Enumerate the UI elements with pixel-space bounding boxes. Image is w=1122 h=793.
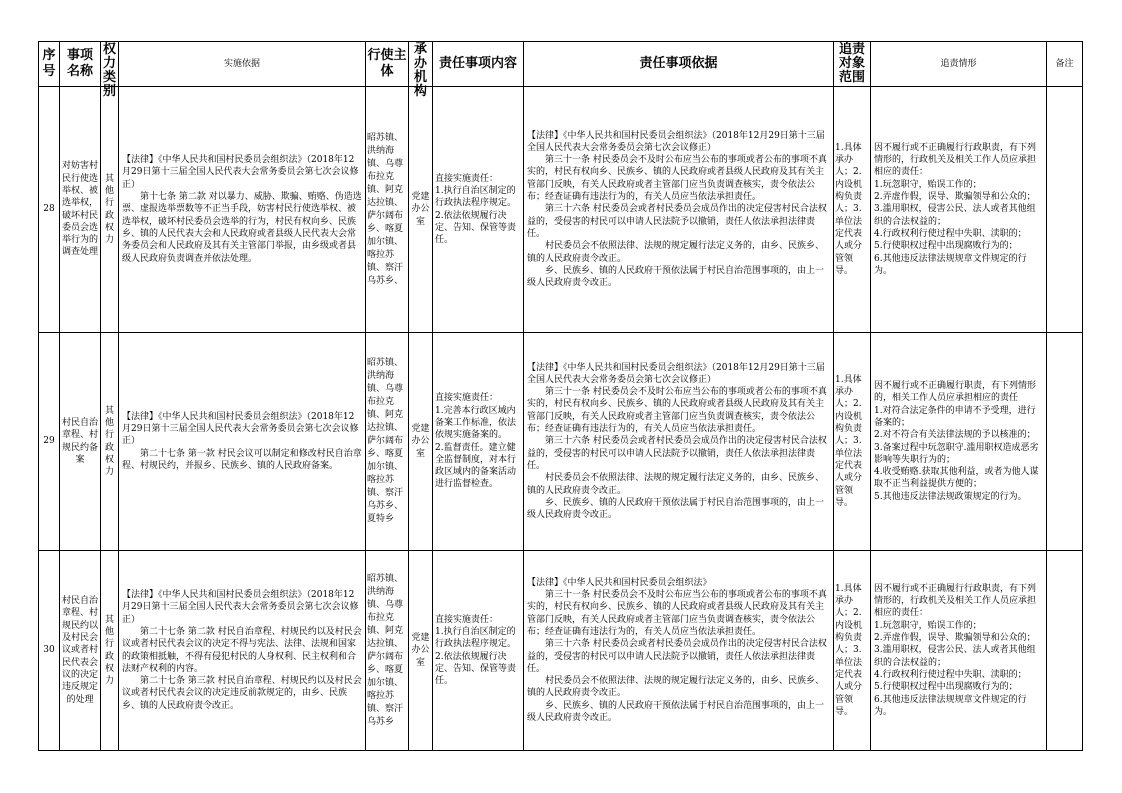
basis-paragraph: 【法律】《中华人民共和国村民委员会组织法》（2018年12月29日第十三届全国人民代表大会常务委员会第七次会议修正）	[122, 155, 359, 190]
situation-paragraph: 1.玩忽职守，贻误工作的；	[874, 179, 982, 190]
basis-paragraph: 【法律】《中华人民共和国村民委员会组织法》（2018年12月29日第十三届全国人民代表大会常务委员会第七次会议修正）	[122, 590, 359, 625]
resp_basis-paragraph: 第三十六条 村民委员会或者村民委员会成员作出的决定侵害村民合法权益的，受侵害的村民可以申请人民法院予以撤销，责任人依法承担法律责任。	[527, 436, 827, 471]
situation-paragraph: 2.对不符合有关法律法规的予以核准的；	[874, 430, 1036, 441]
resp_basis-paragraph: 第三十一条 村民委员会不及时公布应当公布的事项或者公布的事项不真实的，村民有权向乡、民族乡、镇的人民政府或者县级人民政府及其有关主管部门反映，有关人民政府或者主管部门应当负责调查核实，责令依法公布；经查证确有违法行为的，有关人员应当依法承担责任。	[527, 387, 827, 435]
remark-cell	[1047, 551, 1083, 751]
resp_basis-paragraph: 乡、民族乡、镇的人民政府干预依法属于村民自治范围事项的，由上一级人民政府责令改正。	[527, 497, 825, 521]
resp_basis-paragraph: 村民委员会不依照法律、法规的规定履行法定义务的，由乡、民族乡、镇的人民政府责令改正。	[527, 241, 825, 264]
basis-paragraph: 第十七条 第二款 对以暴力、威胁、欺骗、贿赂、伪造选票、虚报选举票数等不正当手段，妨害村民行使选举权、被选举权，破坏村民委员会选举的行为，村民有权向乡、民族乡、镇的人民代表大会和人民政府或者县级人民代表大会常务委员会和人民政府及其有关主管部门举报，由乡级或者县级人民政府负责调查并依法处理。	[122, 192, 362, 264]
situation-cell	[871, 333, 1047, 551]
table-row	[39, 87, 1083, 333]
header-content: 责任事项内容	[433, 42, 524, 87]
situation-paragraph: 因不履行或不正确履行行政职责，有下列情形的，行政机关及相关工作人员应承担相应的责任：	[874, 583, 1037, 619]
header-row	[39, 42, 1083, 87]
resp_basis-paragraph: 【法律】《中华人民共和国村民委员会组织法》（2018年12月29日第十三届全国人民代表大会常务委员会第七次会议修正）	[527, 362, 825, 385]
content-paragraph: 直接实施责任：	[435, 393, 499, 404]
resp_basis-paragraph: 第三十六条 村民委员会或者村民委员会成员作出的决定侵害村民合法权益的，受侵害的村民可以申请人民法院予以撤销，责任人依法承担法律责任。	[527, 204, 827, 239]
situation-paragraph: 6.其他违反法律法规规章文件规定的行为。	[874, 253, 1027, 276]
content-paragraph: 直接实施责任：	[435, 614, 499, 625]
basis-paragraph: 第二十七条 第一款 村民会议可以制定和修改村民自治章程、村规民约，并报乡、民族乡、镇的人民政府备案。	[122, 448, 362, 471]
remark-cell	[1047, 333, 1083, 551]
content-paragraph: 1.完善本行政区域内备案工作标准，依法依规实施备案的。	[435, 405, 517, 441]
basis-cell	[119, 333, 366, 551]
content-cell	[433, 551, 524, 751]
item-name-cell: 对妨害村民行使选举权、被选举权，破坏村民委员会选举行为的调查处理	[60, 87, 101, 333]
content-cell	[433, 87, 524, 333]
table-row	[39, 333, 1083, 551]
basis-paragraph: 【法律】《中华人民共和国村民委员会组织法》（2018年12月29日第十三届全国人民代表大会常务委员会第七次会议修正）	[122, 411, 359, 447]
resp_basis-paragraph: 【法律】《中华人民共和国村民委员会组织法》	[527, 577, 712, 588]
header-seq: 序号	[39, 42, 60, 87]
header-resp-basis: 责任事项依据	[524, 42, 834, 87]
content-paragraph: 1.执行自治区制定的行政执法程序规定。	[435, 626, 517, 650]
table-row	[39, 551, 1083, 751]
situation-paragraph: 因不履行或不正确履行职责，有下列情形的，相关工作人员应承担相应的责任	[874, 381, 1037, 404]
situation-paragraph: 3.滥用职权，侵害公民、法人或者其他组织的合法权益的；	[874, 645, 1036, 668]
subject-text: 昭苏镇、洪纳海镇、乌尊布拉克镇、阿克达拉镇、萨尔阔布乡、喀夏加尔镇、喀拉苏镇、察汗乌苏乡	[367, 573, 404, 727]
seq-cell: 30	[39, 551, 60, 751]
resp_basis-paragraph: 乡、民族乡、镇的人民政府干预依法属于村民自治范围事项的，由上一级人民政府责令改正。	[527, 265, 825, 289]
category-cell: 其他行政权力	[101, 551, 119, 751]
item-name-cell: 村民自治章程、村规民约以及村民会议或者村民代表会议的决定违反规定的处理	[60, 551, 101, 751]
target-cell: 1.具体承办人；2.内设机构负责人；3.单位法定代表人或分管领导。	[834, 551, 871, 751]
basis-cell	[119, 87, 366, 333]
resp_basis-paragraph: 乡、民族乡、镇的人民政府干预依法属于村民自治范围事项的，由上一级人民政府责令改正。	[527, 700, 825, 723]
situation-paragraph: 1.对符合法定条件的申请不予受理，进行备案的；	[874, 405, 1036, 428]
situation-paragraph: 2.弄虚作假，误导、欺骗领导和公众的；	[874, 192, 1036, 203]
basis-paragraph: 第二十七条 第三款 村民自治章程、村规民约以及村民会议或者村民代表会议的决定违反前款规定的，由乡、民族乡、镇的人民政府责令改正。	[122, 676, 362, 711]
header-remark: 备注	[1047, 42, 1083, 87]
header-name: 事项名称	[60, 42, 101, 87]
situation-paragraph: 3.滥用职权，侵害公民、法人或者其他组织的合法权益的；	[874, 204, 1036, 227]
header-situation: 追责情形	[871, 42, 1047, 87]
resp-basis-cell	[524, 333, 834, 551]
content-cell	[433, 333, 524, 551]
resp_basis-paragraph: 村民委员会不依照法律、法规的规定履行法定义务的，由乡、民族乡、镇的人民政府责令改正。	[527, 473, 825, 496]
header-subject: 行使主体	[366, 42, 409, 87]
subject-text: 昭苏镇、洪纳海镇、乌尊布拉克镇、阿克达拉镇、萨尔阔布乡、喀夏加尔镇、喀拉苏镇、察汗乌苏乡、夏特乡	[367, 358, 404, 524]
org-cell: 党建办公室	[409, 333, 433, 551]
header-category: 权力类别	[101, 42, 119, 87]
header-org: 承办机构	[409, 42, 433, 87]
situation-cell	[871, 87, 1047, 333]
basis-paragraph: 第二十七条 第二款 村民自治章程、村规民约以及村民会议或者村民代表会议的决定不得与宪法、法律、法规和国家的政策相抵触，不得有侵犯村民的人身权利、民主权利和合法财产权利的内容。	[122, 626, 362, 674]
seq-cell: 28	[39, 87, 60, 333]
situation-paragraph: 2.弄虚作假，误导、欺骗领导和公众的；	[874, 633, 1036, 644]
resp_basis-paragraph: 第三十六条 村民委员会或者村民委员会成员作出的决定侵害村民合法权益的，受侵害的村民可以申请人民法院予以撤销，责任人依法承担法律责任。	[527, 639, 827, 674]
org-cell: 党建办公室	[409, 87, 433, 333]
subject-cell	[366, 551, 409, 751]
content-paragraph: 直接实施责任：	[435, 173, 499, 184]
seq-cell: 29	[39, 333, 60, 551]
target-cell: 1.具体承办人；2.内设机构负责人；3.单位法定代表人或分管领导。	[834, 87, 871, 333]
situation-paragraph: 5.行使职权过程中出现腐败行为的；	[874, 682, 1018, 693]
situation-paragraph: 6.其他违反法律法规规章文件规定的行为。	[874, 694, 1027, 717]
subject-cell	[366, 333, 409, 551]
subject-cell	[366, 87, 409, 333]
content-paragraph: 2.依法依规履行决定、告知、保管等责任。	[435, 651, 517, 687]
remark-cell	[1047, 87, 1083, 333]
situation-paragraph: 5.行使职权过程中出现腐败行为的；	[874, 241, 1018, 252]
content-paragraph: 2.依法依规履行决定、告知、保管等责任。	[435, 210, 517, 246]
item-name-cell: 村民自治章程、村规民约备案	[60, 333, 101, 551]
responsibility-table	[38, 41, 1083, 751]
org-cell: 党建办公室	[409, 551, 433, 751]
resp_basis-paragraph: 第三十一条 村民委员会不及时公布应当公布的事项或者公布的事项不真实的，村民有权向乡、民族乡、镇的人民政府或者县级人民政府及其有关主管部门反映，有关人民政府或者主管部门应当负责调查核实，责令依法公布；经查证确有违法行为的，有关人员应当依法承担责任。	[527, 155, 827, 203]
category-cell: 其他行政权力	[101, 87, 119, 333]
situation-paragraph: 3.备案过程中玩忽职守.滥用职权造成恶劣影响等失职行为的；	[874, 442, 1039, 465]
situation-cell	[871, 551, 1047, 751]
resp_basis-paragraph: 【法律】《中华人民共和国村民委员会组织法》（2018年12月29日第十三届全国人民代表大会常务委员会第七次会议修正）	[527, 130, 825, 153]
subject-text: 昭苏镇、洪纳海镇、乌尊布拉克镇、阿克达拉镇、萨尔阔布乡、喀夏加尔镇、喀拉苏镇、察汗乌苏乡、	[367, 132, 404, 286]
target-cell: 1.具体承办人；2.内设机构负责人；3.单位法定代表人或分管领导。	[834, 333, 871, 551]
resp_basis-paragraph: 村民委员会不依照法律、法规的规定履行法定义务的，由乡、民族乡、镇的人民政府责令改正。	[527, 676, 825, 699]
situation-paragraph: 1.玩忽职守，贻误工作的；	[874, 620, 982, 631]
header-basis: 实施依据	[119, 42, 366, 87]
resp_basis-paragraph: 第三十一条 村民委员会不及时公布应当公布的事项或者公布的事项不真实的，村民有权向乡、民族乡、镇的人民政府或者县级人民政府及其有关主管部门反映，有关人民政府或者主管部门应当负责调查核实，责令依法公布；经查证确有违法行为的，有关人员应当依法承担责任。	[527, 590, 827, 637]
situation-paragraph: 4.行政权利行使过程中失职、渎职的；	[874, 228, 1027, 239]
category-cell: 其他行政权力	[101, 333, 119, 551]
situation-paragraph: 4.收受贿赂.获取其他利益，或者为他人谋取不正当利益提供方便的；	[874, 467, 1039, 490]
basis-cell	[119, 551, 366, 751]
resp-basis-cell	[524, 87, 834, 333]
situation-paragraph: 5.其他违反法律法规政策规定的行为。	[874, 491, 1027, 502]
resp-basis-cell	[524, 551, 834, 751]
content-paragraph: 2.监督责任。建立健全监督制度，对本行政区域内的备案活动进行监督检查。	[435, 442, 517, 490]
situation-paragraph: 因不履行或不正确履行行政职责，有下列情形的，行政机关及相关工作人员应承担相应的责任：	[874, 142, 1037, 178]
content-paragraph: 1.执行自治区制定的行政执法程序规定。	[435, 185, 517, 209]
situation-paragraph: 4.行政权利行使过程中失职、渎职的；	[874, 669, 1027, 680]
header-target: 追责对象范围	[834, 42, 871, 87]
